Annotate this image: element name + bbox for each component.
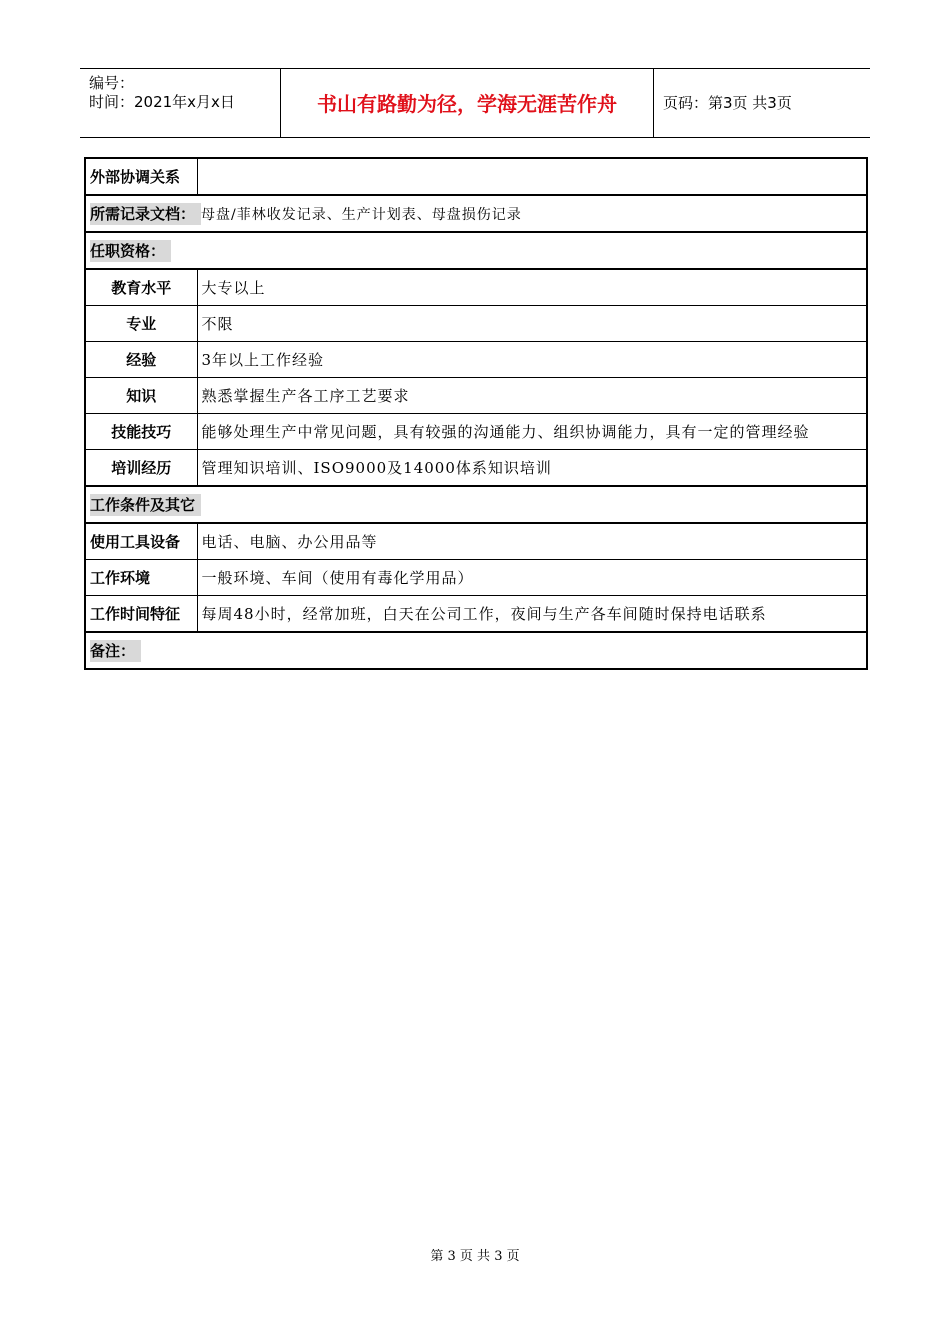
environment-label: 工作环境 bbox=[85, 560, 197, 596]
remarks-cell bbox=[85, 632, 867, 669]
page-footer: 第 3 页 共 3 页 bbox=[430, 1249, 520, 1264]
row-qualifications bbox=[85, 232, 867, 269]
work-conditions-cell bbox=[85, 486, 867, 523]
header-motto: 书山有路勤为径，学海无涯苦作舟 bbox=[281, 69, 654, 137]
training-label: 培训经历 bbox=[85, 450, 197, 487]
page-header bbox=[80, 68, 870, 138]
experience-value: 3年以上工作经验 bbox=[197, 342, 867, 378]
row-environment bbox=[85, 560, 867, 596]
row-major bbox=[85, 306, 867, 342]
environment-value: 一般环境、车间（使用有毒化学用品） bbox=[197, 560, 867, 596]
row-external-coordination bbox=[85, 158, 867, 195]
row-knowledge bbox=[85, 378, 867, 414]
row-working-hours bbox=[85, 596, 867, 633]
time-label: 时间：2021年x月x日 bbox=[89, 93, 235, 111]
row-work-conditions bbox=[85, 486, 867, 523]
external-coordination-label: 外部协调关系 bbox=[85, 158, 197, 195]
qualifications-cell bbox=[85, 232, 867, 269]
code-label: 编号： bbox=[89, 74, 135, 92]
header-meta bbox=[80, 69, 281, 137]
major-label: 专业 bbox=[85, 306, 197, 342]
education-label: 教育水平 bbox=[85, 269, 197, 306]
major-value: 不限 bbox=[197, 306, 867, 342]
row-remarks bbox=[85, 632, 867, 669]
row-required-records bbox=[85, 195, 867, 232]
row-education bbox=[85, 269, 867, 306]
skills-label: 技能技巧 bbox=[85, 414, 197, 450]
education-value: 大专以上 bbox=[197, 269, 867, 306]
row-experience bbox=[85, 342, 867, 378]
qualifications-label: 任职资格： bbox=[90, 240, 171, 262]
row-training bbox=[85, 450, 867, 487]
working-hours-label: 工作时间特征 bbox=[85, 596, 197, 633]
experience-label: 经验 bbox=[85, 342, 197, 378]
working-hours-value: 每周48小时，经常加班，白天在公司工作，夜间与生产各车间随时保持电话联系 bbox=[197, 596, 867, 633]
knowledge-label: 知识 bbox=[85, 378, 197, 414]
required-records-value: 母盘/菲林收发记录、生产计划表、母盘损伤记录 bbox=[201, 207, 522, 223]
training-value: 管理知识培训、ISO9000及14000体系知识培训 bbox=[197, 450, 867, 487]
page-info: 页码：第3页 共3页 bbox=[663, 94, 792, 112]
tools-value: 电话、电脑、办公用品等 bbox=[197, 523, 867, 560]
row-tools bbox=[85, 523, 867, 560]
job-description-table bbox=[84, 157, 868, 670]
required-records-label: 所需记录文档： bbox=[90, 203, 201, 225]
skills-value: 能够处理生产中常见问题，具有较强的沟通能力、组织协调能力，具有一定的管理经验 bbox=[197, 414, 867, 450]
tools-label: 使用工具设备 bbox=[85, 523, 197, 560]
row-skills bbox=[85, 414, 867, 450]
knowledge-value: 熟悉掌握生产各工序工艺要求 bbox=[197, 378, 867, 414]
remarks-label: 备注： bbox=[90, 640, 141, 662]
work-conditions-label: 工作条件及其它 bbox=[90, 494, 201, 516]
external-coordination-value bbox=[197, 158, 867, 195]
required-records-cell bbox=[85, 195, 867, 232]
